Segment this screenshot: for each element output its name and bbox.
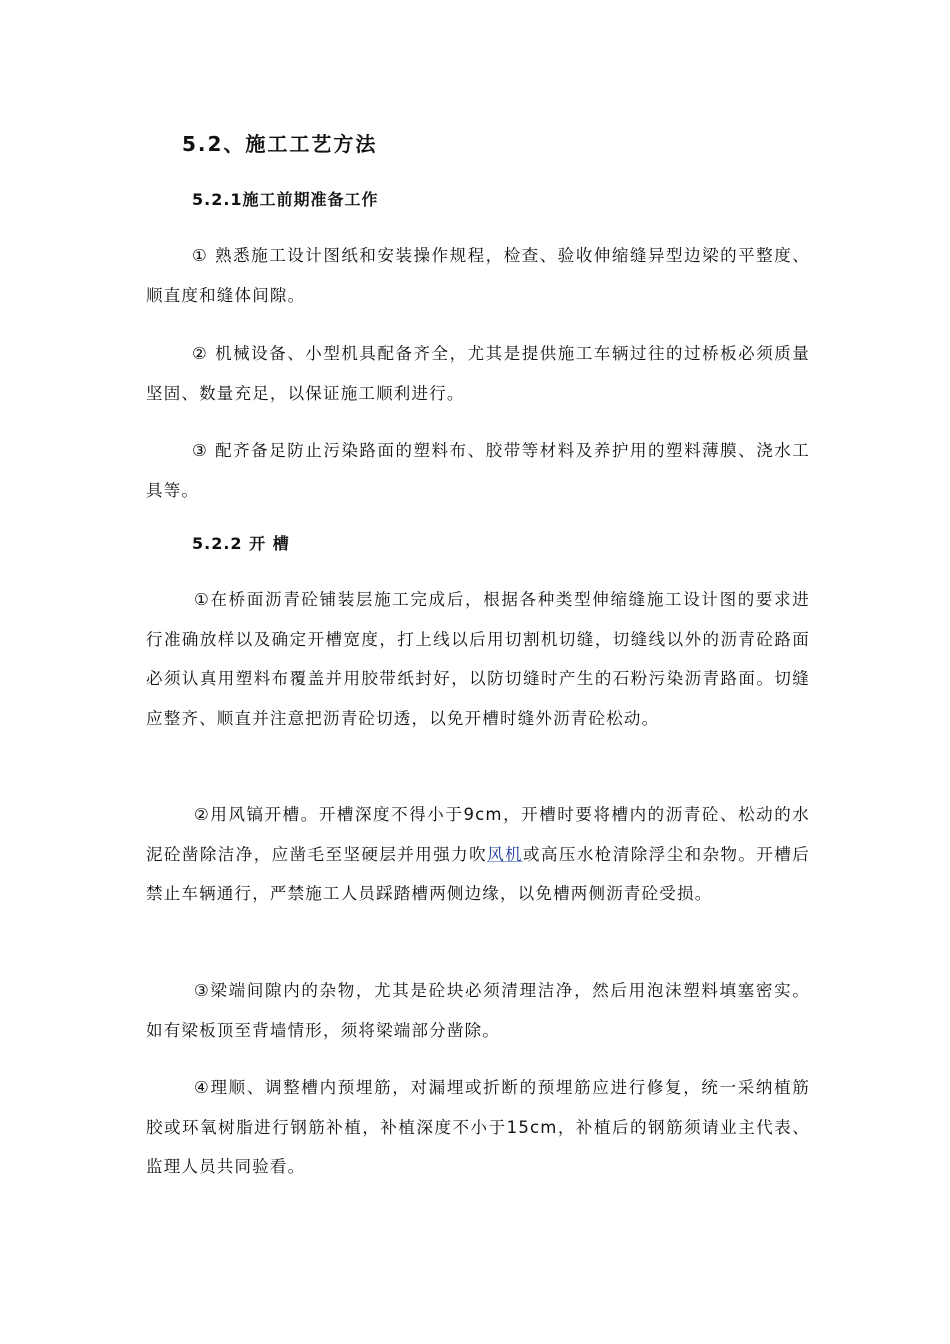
- paragraph-groove-2-text-b: 或高压水枪清除浮尘和杂物。开槽后禁止车辆通行，严禁施工人员踩踏槽两侧边缘，以免槽两侧沥青砼受损。: [146, 844, 810, 903]
- paragraph-groove-1: ①在桥面沥青砼铺装层施工完成后，根据各种类型伸缩缝施工设计图的要求进行准确放样以及确定开槽宽度，打上线以后用切割机切缝，切缝线以外的沥青砼路面必须认真用塑料布覆盖并用胶带纸封好，以防切缝时产生的石粉污染沥青路面。切缝应整齐、顺直并注意把沥青砼切透，以免开槽时缝外沥青砼松动。: [146, 590, 810, 728]
- air-blower-link[interactable]: 风机: [487, 844, 523, 864]
- paragraph-prep-1: ① 熟悉施工设计图纸和安装操作规程，检查、验收伸缩缝异型边梁的平整度、顺直度和缝体间隙。: [146, 246, 810, 305]
- paragraph-prep-3: ③ 配齐备足防止污染路面的塑料布、胶带等材料及养护用的塑料薄膜、浇水工具等。: [146, 441, 810, 500]
- paragraph-groove-2-text-a: ②用风镐开槽。开槽深度不得小于9cm，开槽时要将槽内的沥青砼、松动的水泥砼凿除洁净，应凿毛至坚硬层并用强力吹: [146, 805, 810, 864]
- paragraph-groove-4: ④理顺、调整槽内预埋筋，对漏埋或折断的预埋筋应进行修复，统一采纳植筋胶或环氧树脂进行钢筋补植，补植深度不小于15cm，补植后的钢筋须请业主代表、监理人员共同验看。: [146, 1078, 810, 1176]
- section-heading: 5.2、施工工艺方法: [182, 132, 378, 156]
- paragraph-groove-2: [146, 795, 810, 914]
- subsection-heading-preparation: 5.2.1施工前期准备工作: [192, 190, 379, 209]
- paragraph-groove-3: ③梁端间隙内的杂物，尤其是砼块必须清理洁净，然后用泡沫塑料填塞密实。如有梁板顶至背墙情形，须将梁端部分凿除。: [146, 981, 810, 1040]
- subsection-heading-grooving: 5.2.2 开 槽: [192, 534, 290, 553]
- paragraph-prep-2: ② 机械设备、小型机具配备齐全，尤其是提供施工车辆过往的过桥板必须质量坚固、数量充足，以保证施工顺利进行。: [146, 344, 810, 403]
